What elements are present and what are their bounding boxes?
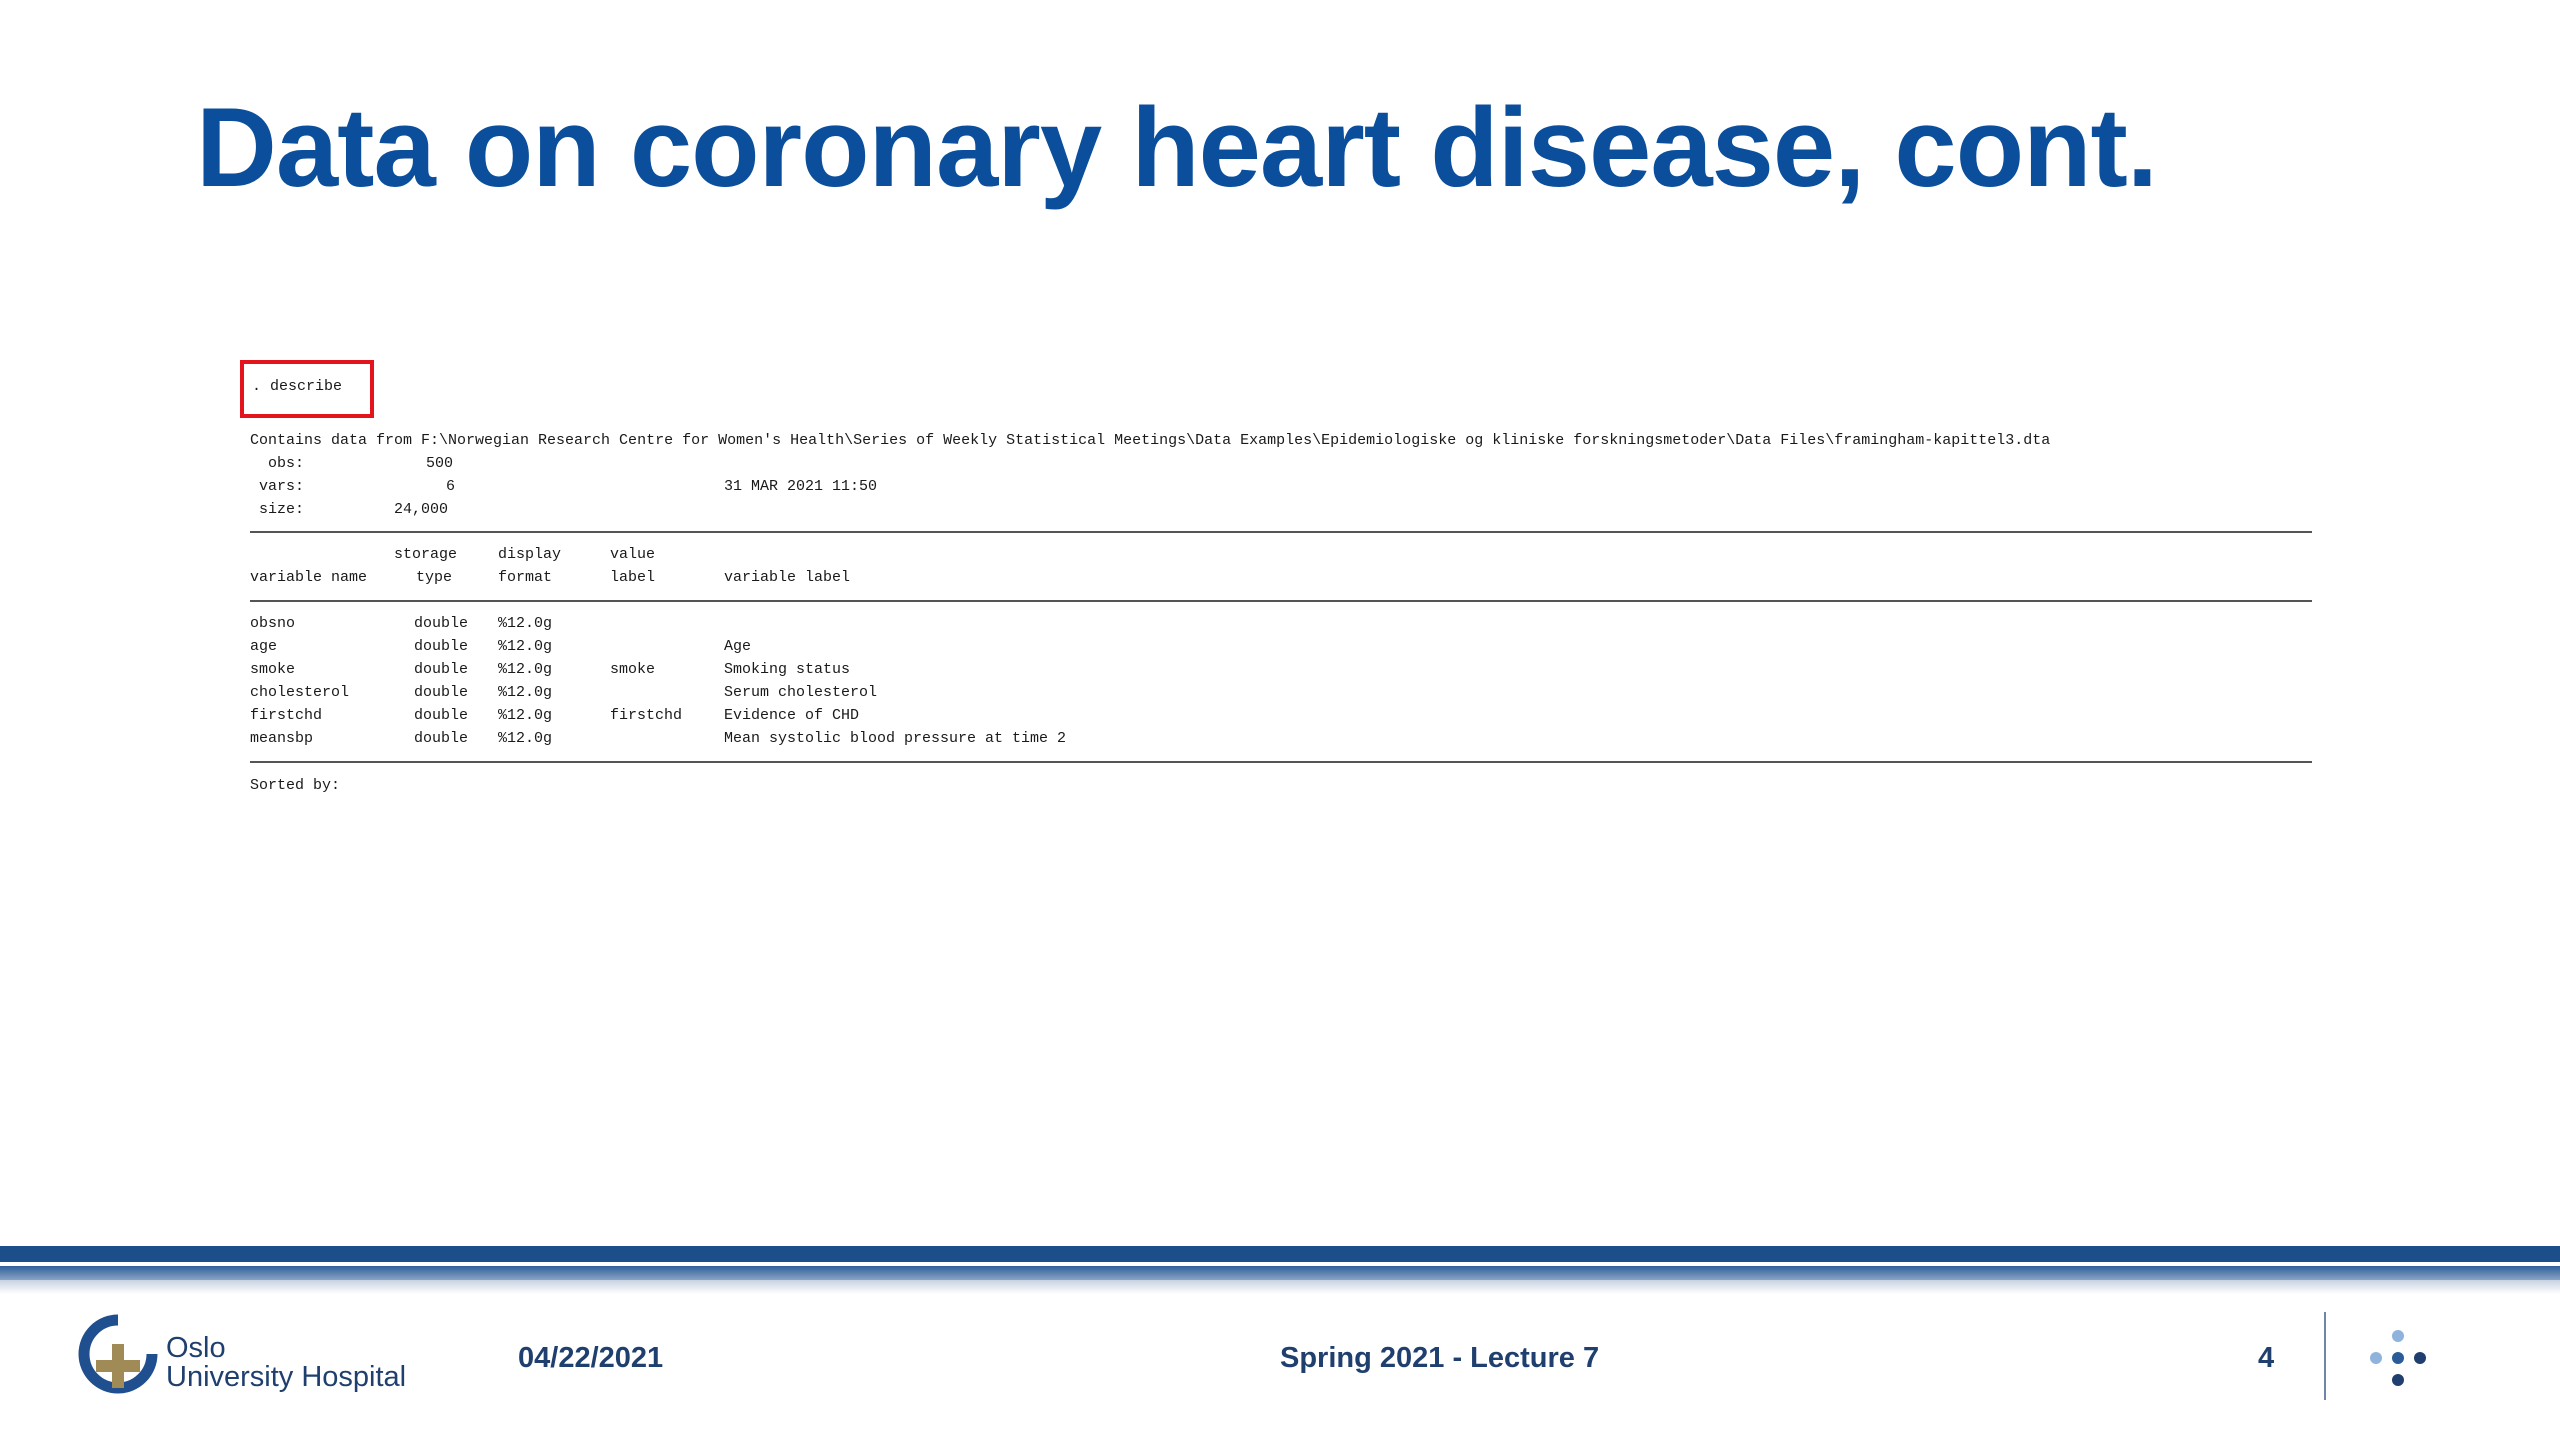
header-value: value: [610, 546, 656, 563]
row-name: firstchd: [250, 707, 323, 724]
row-format: %12.0g: [498, 638, 553, 655]
dots-logo-icon: [2366, 1326, 2430, 1390]
header-display: display: [498, 546, 562, 563]
row-type: double: [414, 638, 469, 655]
footer-date: 04/22/2021: [518, 1342, 664, 1374]
row-type: double: [414, 684, 469, 701]
vars-label: vars:: [250, 478, 305, 495]
row-format: %12.0g: [498, 707, 553, 724]
sorted-by: Sorted by:: [250, 777, 341, 794]
divider-line: [250, 761, 2312, 763]
header-type: type: [416, 569, 453, 586]
row-name: obsno: [250, 615, 296, 632]
row-value-label: smoke: [610, 661, 656, 678]
row-type: double: [414, 730, 469, 747]
row-variable-label: Serum cholesterol: [724, 684, 878, 701]
row-format: %12.0g: [498, 615, 553, 632]
data-timestamp: 31 MAR 2021 11:50: [724, 478, 878, 495]
obs-label: obs:: [250, 455, 305, 472]
vars-value: 6: [446, 478, 456, 495]
size-value: 24,000: [394, 501, 449, 518]
hospital-name: [166, 1334, 406, 1392]
footer-lecture: Spring 2021 - Lecture 7: [1280, 1342, 1600, 1374]
row-value-label: firstchd: [610, 707, 683, 724]
row-variable-label: Age: [724, 638, 752, 655]
header-variable-label: variable label: [724, 569, 851, 586]
footer-divider: [2324, 1312, 2326, 1400]
row-name: smoke: [250, 661, 296, 678]
header-variable-name: variable name: [250, 569, 368, 586]
divider-line: [250, 600, 2312, 602]
row-format: %12.0g: [498, 730, 553, 747]
logo-line-1: Oslo: [166, 1332, 226, 1364]
footer-band: [0, 1246, 2560, 1262]
obs-value: 500: [426, 455, 454, 472]
row-type: double: [414, 615, 469, 632]
row-name: meansbp: [250, 730, 314, 747]
page-number: 4: [2258, 1342, 2275, 1374]
footer-band-lower: [0, 1266, 2560, 1280]
header-storage: storage: [394, 546, 458, 563]
slide-title: Data on coronary heart disease, cont.: [196, 85, 2157, 210]
size-label: size:: [250, 501, 305, 518]
header-format: format: [498, 569, 553, 586]
row-name: cholesterol: [250, 684, 350, 701]
row-name: age: [250, 638, 278, 655]
footer-band-fade: [0, 1280, 2560, 1294]
row-format: %12.0g: [498, 684, 553, 701]
stata-command: . describe: [252, 378, 343, 395]
row-variable-label: Evidence of CHD: [724, 707, 860, 724]
hospital-logo-icon: [78, 1314, 158, 1394]
row-type: double: [414, 661, 469, 678]
row-variable-label: Mean systolic blood pressure at time 2: [724, 730, 1067, 747]
row-format: %12.0g: [498, 661, 553, 678]
contains-line: Contains data from F:\Norwegian Research Centre for Women's Health\Series of Weekly Statistical Meetings\Data Examples\Epidemiologiske og kliniske forskningsmetoder\Data Files\framingham-kapittel3.dta: [250, 432, 2051, 449]
divider-line: [250, 531, 2312, 533]
logo-line-2: University Hospital: [166, 1361, 407, 1393]
row-type: double: [414, 707, 469, 724]
header-label: label: [610, 569, 656, 586]
row-variable-label: Smoking status: [724, 661, 851, 678]
